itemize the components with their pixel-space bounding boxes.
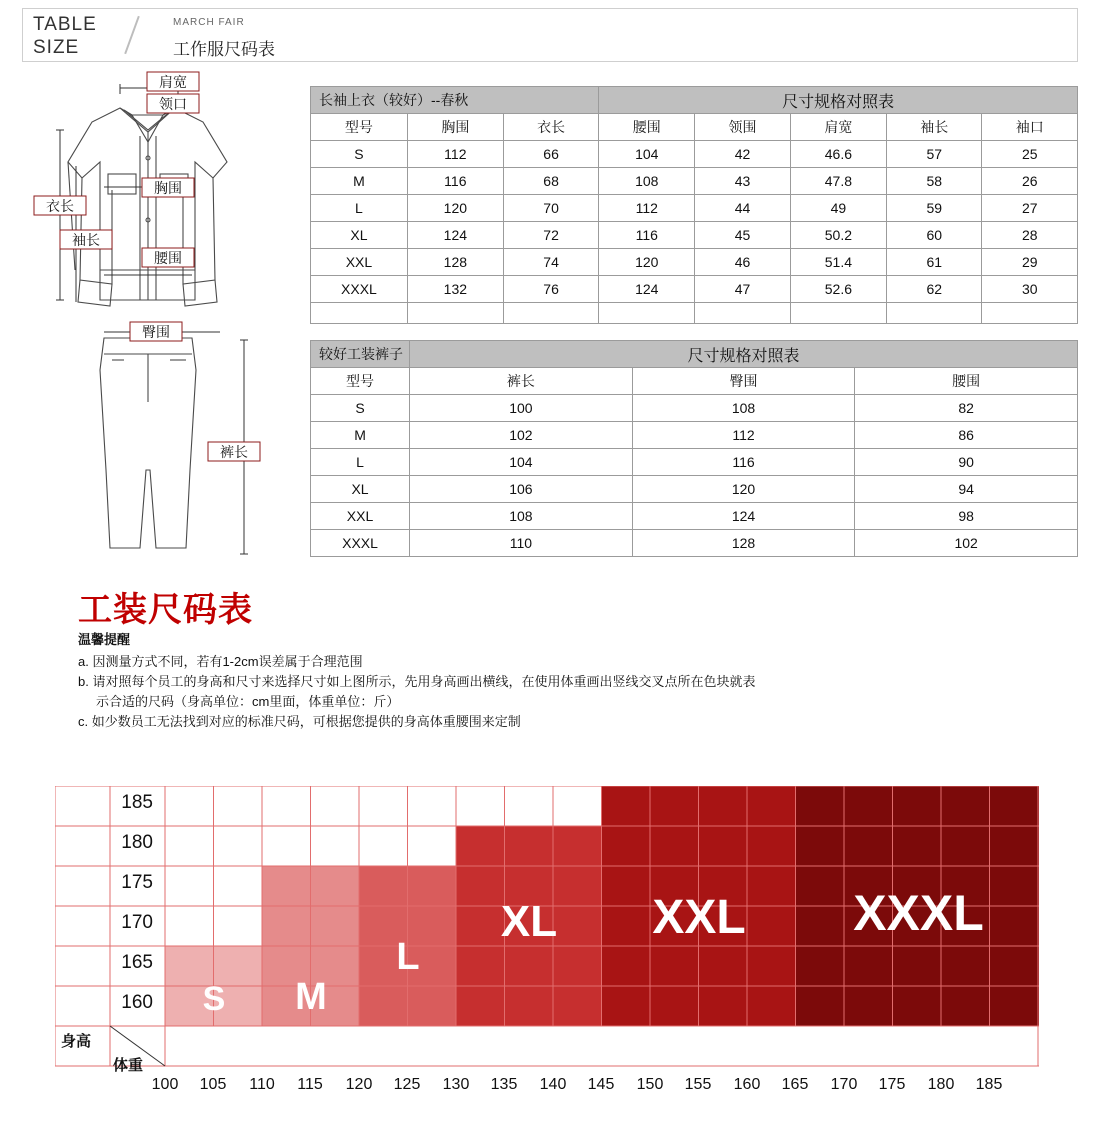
garment-illustration <box>20 70 300 570</box>
x-tick: 175 <box>878 1076 906 1093</box>
axis-label-weight: 体重 <box>113 1057 144 1074</box>
cell-value: 62 <box>887 276 982 303</box>
svg-text:领口: 领口 <box>159 96 187 112</box>
table-row <box>311 530 1078 557</box>
page-title: 工作服尺码表 <box>173 40 275 59</box>
col-collar: 领围 <box>695 114 790 141</box>
col-waist: 腰围 <box>599 114 695 141</box>
cell-value: 61 <box>887 249 982 276</box>
cell-model: S <box>311 141 408 168</box>
cell-value: 66 <box>503 141 598 168</box>
table-row <box>311 141 1078 168</box>
cell-value: 72 <box>503 222 598 249</box>
cell-value: 26 <box>982 168 1078 195</box>
cell-value: 124 <box>599 276 695 303</box>
col-length: 衣长 <box>503 114 598 141</box>
cell-model: S <box>311 395 410 422</box>
table-bar-row <box>311 87 1078 114</box>
table-row <box>311 449 1078 476</box>
cell-value: 124 <box>407 222 503 249</box>
cell-empty <box>503 303 598 324</box>
cell-value: 116 <box>599 222 695 249</box>
y-tick-185: 185 <box>121 792 153 813</box>
jacket-table-caption: 长袖上衣（较好）--春秋 <box>311 87 599 114</box>
cell-value: 82 <box>855 395 1078 422</box>
x-tick: 105 <box>199 1076 227 1093</box>
cell-value: 132 <box>407 276 503 303</box>
cell-value: 106 <box>410 476 633 503</box>
cell-value: 59 <box>887 195 982 222</box>
x-tick: 170 <box>830 1076 858 1093</box>
size-matrix-chart <box>55 786 1055 1091</box>
svg-text:衣长: 衣长 <box>46 198 74 214</box>
cell-value: 43 <box>695 168 790 195</box>
table-bar-row <box>311 341 1078 368</box>
pants-size-table <box>310 340 1078 557</box>
cell-empty <box>695 303 790 324</box>
matrix-size-S: S <box>202 980 226 1018</box>
cell-value: 98 <box>855 503 1078 530</box>
cell-value: 29 <box>982 249 1078 276</box>
cell-value: 68 <box>503 168 598 195</box>
cell-value: 120 <box>407 195 503 222</box>
cell-value: 102 <box>855 530 1078 557</box>
col-model: 型号 <box>311 368 410 395</box>
cell-model: XXXL <box>311 276 408 303</box>
cell-value: 51.4 <box>790 249 886 276</box>
cell-value: 49 <box>790 195 886 222</box>
axis-label-height: 身高 <box>61 1033 92 1050</box>
matrix-size-L: L <box>396 936 420 978</box>
x-tick: 130 <box>442 1076 470 1093</box>
y-tick-165: 165 <box>121 952 153 973</box>
cell-value: 116 <box>632 449 855 476</box>
svg-text:臀围: 臀围 <box>142 324 170 340</box>
cell-value: 120 <box>599 249 695 276</box>
cell-model: XL <box>311 476 410 503</box>
table-row <box>311 222 1078 249</box>
col-model: 型号 <box>311 114 408 141</box>
x-tick: 150 <box>636 1076 664 1093</box>
cell-value: 74 <box>503 249 598 276</box>
col-hip: 臀围 <box>632 368 855 395</box>
y-tick-175: 175 <box>121 872 153 893</box>
x-tick: 110 <box>249 1076 275 1093</box>
cell-value: 112 <box>632 422 855 449</box>
cell-value: 102 <box>410 422 633 449</box>
section-title-red: 工装尺码表 <box>78 591 253 629</box>
svg-text:肩宽: 肩宽 <box>159 74 187 90</box>
cell-value: 76 <box>503 276 598 303</box>
header-brand: MARCH FAIR <box>173 17 245 28</box>
cell-value: 47 <box>695 276 790 303</box>
cell-empty <box>407 303 503 324</box>
cell-value: 58 <box>887 168 982 195</box>
cell-value: 52.6 <box>790 276 886 303</box>
svg-text:腰围: 腰围 <box>154 250 182 266</box>
x-tick: 100 <box>151 1076 179 1093</box>
col-shoulder: 肩宽 <box>790 114 886 141</box>
matrix-size-M: M <box>295 976 327 1018</box>
cell-value: 124 <box>632 503 855 530</box>
note-a: a. 因测量方式不同，若有1-2cm误差属于合理范围 <box>78 654 363 669</box>
header-table-size <box>33 13 97 59</box>
col-waist: 腰围 <box>855 368 1078 395</box>
matrix-size-XXL: XXL <box>652 891 746 944</box>
y-tick-180: 180 <box>121 832 153 853</box>
jacket-table-subcaption: 尺寸规格对照表 <box>599 87 1078 114</box>
cell-value: 120 <box>632 476 855 503</box>
note-b-line1: b. 请对照每个员工的身高和尺寸来选择尺寸如上图所示，先用身高画出横线，在使用体重画出竖线交叉点所在色块就表 <box>78 674 756 689</box>
table-header-row <box>311 368 1078 395</box>
cell-model: XXL <box>311 249 408 276</box>
cell-empty <box>887 303 982 324</box>
cell-model: M <box>311 422 410 449</box>
x-tick: 125 <box>393 1076 421 1093</box>
header-divider-slash <box>124 16 140 54</box>
svg-text:袖长: 袖长 <box>72 232 100 248</box>
cell-value: 104 <box>410 449 633 476</box>
matrix-size-XXXL: XXXL <box>853 885 984 941</box>
cell-value: 42 <box>695 141 790 168</box>
col-pants-length: 裤长 <box>410 368 633 395</box>
cell-value: 100 <box>410 395 633 422</box>
cell-model: XL <box>311 222 408 249</box>
x-tick: 135 <box>490 1076 518 1093</box>
cell-model: L <box>311 449 410 476</box>
cell-value: 112 <box>407 141 503 168</box>
table-row <box>311 476 1078 503</box>
cell-value: 28 <box>982 222 1078 249</box>
cell-empty <box>790 303 886 324</box>
pants-table-caption: 较好工装裤子 <box>311 341 410 368</box>
matrix-size-XL: XL <box>500 897 558 946</box>
cell-value: 110 <box>410 530 633 557</box>
cell-value: 46.6 <box>790 141 886 168</box>
cell-value: 116 <box>407 168 503 195</box>
x-tick: 140 <box>539 1076 567 1093</box>
cell-value: 70 <box>503 195 598 222</box>
cell-value: 27 <box>982 195 1078 222</box>
cell-empty <box>982 303 1078 324</box>
cell-model: XXXL <box>311 530 410 557</box>
cell-value: 94 <box>855 476 1078 503</box>
x-tick: 145 <box>587 1076 615 1093</box>
table-row <box>311 249 1078 276</box>
cell-value: 90 <box>855 449 1078 476</box>
cell-model: L <box>311 195 408 222</box>
x-tick: 120 <box>345 1076 373 1093</box>
cell-value: 108 <box>410 503 633 530</box>
col-cuff: 袖口 <box>982 114 1078 141</box>
cell-value: 104 <box>599 141 695 168</box>
cell-value: 108 <box>599 168 695 195</box>
table-row <box>311 422 1078 449</box>
note-b-line2: 示合适的尺码（身高单位：cm里面，体重单位：斤） <box>96 694 400 709</box>
table-row <box>311 503 1078 530</box>
notes-title: 温馨提醒 <box>78 632 131 647</box>
table-row <box>311 395 1078 422</box>
header-line-table: TABLE <box>33 14 97 35</box>
x-tick: 180 <box>927 1076 955 1093</box>
cell-value: 57 <box>887 141 982 168</box>
x-tick: 160 <box>733 1076 761 1093</box>
x-tick: 165 <box>781 1076 809 1093</box>
header-box <box>22 8 1078 62</box>
cell-value: 44 <box>695 195 790 222</box>
cell-value: 47.8 <box>790 168 886 195</box>
col-chest: 胸围 <box>407 114 503 141</box>
cell-value: 25 <box>982 141 1078 168</box>
svg-text:裤长: 裤长 <box>220 444 248 460</box>
cell-value: 46 <box>695 249 790 276</box>
table-row <box>311 276 1078 303</box>
col-sleeve: 袖长 <box>887 114 982 141</box>
cell-empty <box>599 303 695 324</box>
cell-value: 45 <box>695 222 790 249</box>
x-tick: 155 <box>684 1076 712 1093</box>
y-tick-170: 170 <box>121 912 153 933</box>
cell-value: 112 <box>599 195 695 222</box>
cell-value: 60 <box>887 222 982 249</box>
y-tick-160: 160 <box>121 992 153 1013</box>
cell-empty <box>311 303 408 324</box>
table-row-empty <box>311 303 1078 324</box>
cell-model: XXL <box>311 503 410 530</box>
cell-value: 50.2 <box>790 222 886 249</box>
cell-value: 108 <box>632 395 855 422</box>
note-c: c. 如少数员工无法找到对应的标准尺码，可根据您提供的身高体重腰围来定制 <box>78 714 521 729</box>
pants-table-subcaption: 尺寸规格对照表 <box>410 341 1078 368</box>
cell-value: 30 <box>982 276 1078 303</box>
cell-model: M <box>311 168 408 195</box>
notes-block <box>78 630 898 732</box>
table-row <box>311 195 1078 222</box>
x-tick: 185 <box>975 1076 1003 1093</box>
jacket-size-table <box>310 86 1078 324</box>
table-header-row <box>311 114 1078 141</box>
header-line-size: SIZE <box>33 37 80 58</box>
cell-value: 86 <box>855 422 1078 449</box>
x-tick: 115 <box>297 1076 323 1093</box>
cell-value: 128 <box>632 530 855 557</box>
table-row <box>311 168 1078 195</box>
svg-text:胸围: 胸围 <box>154 180 182 196</box>
cell-value: 128 <box>407 249 503 276</box>
